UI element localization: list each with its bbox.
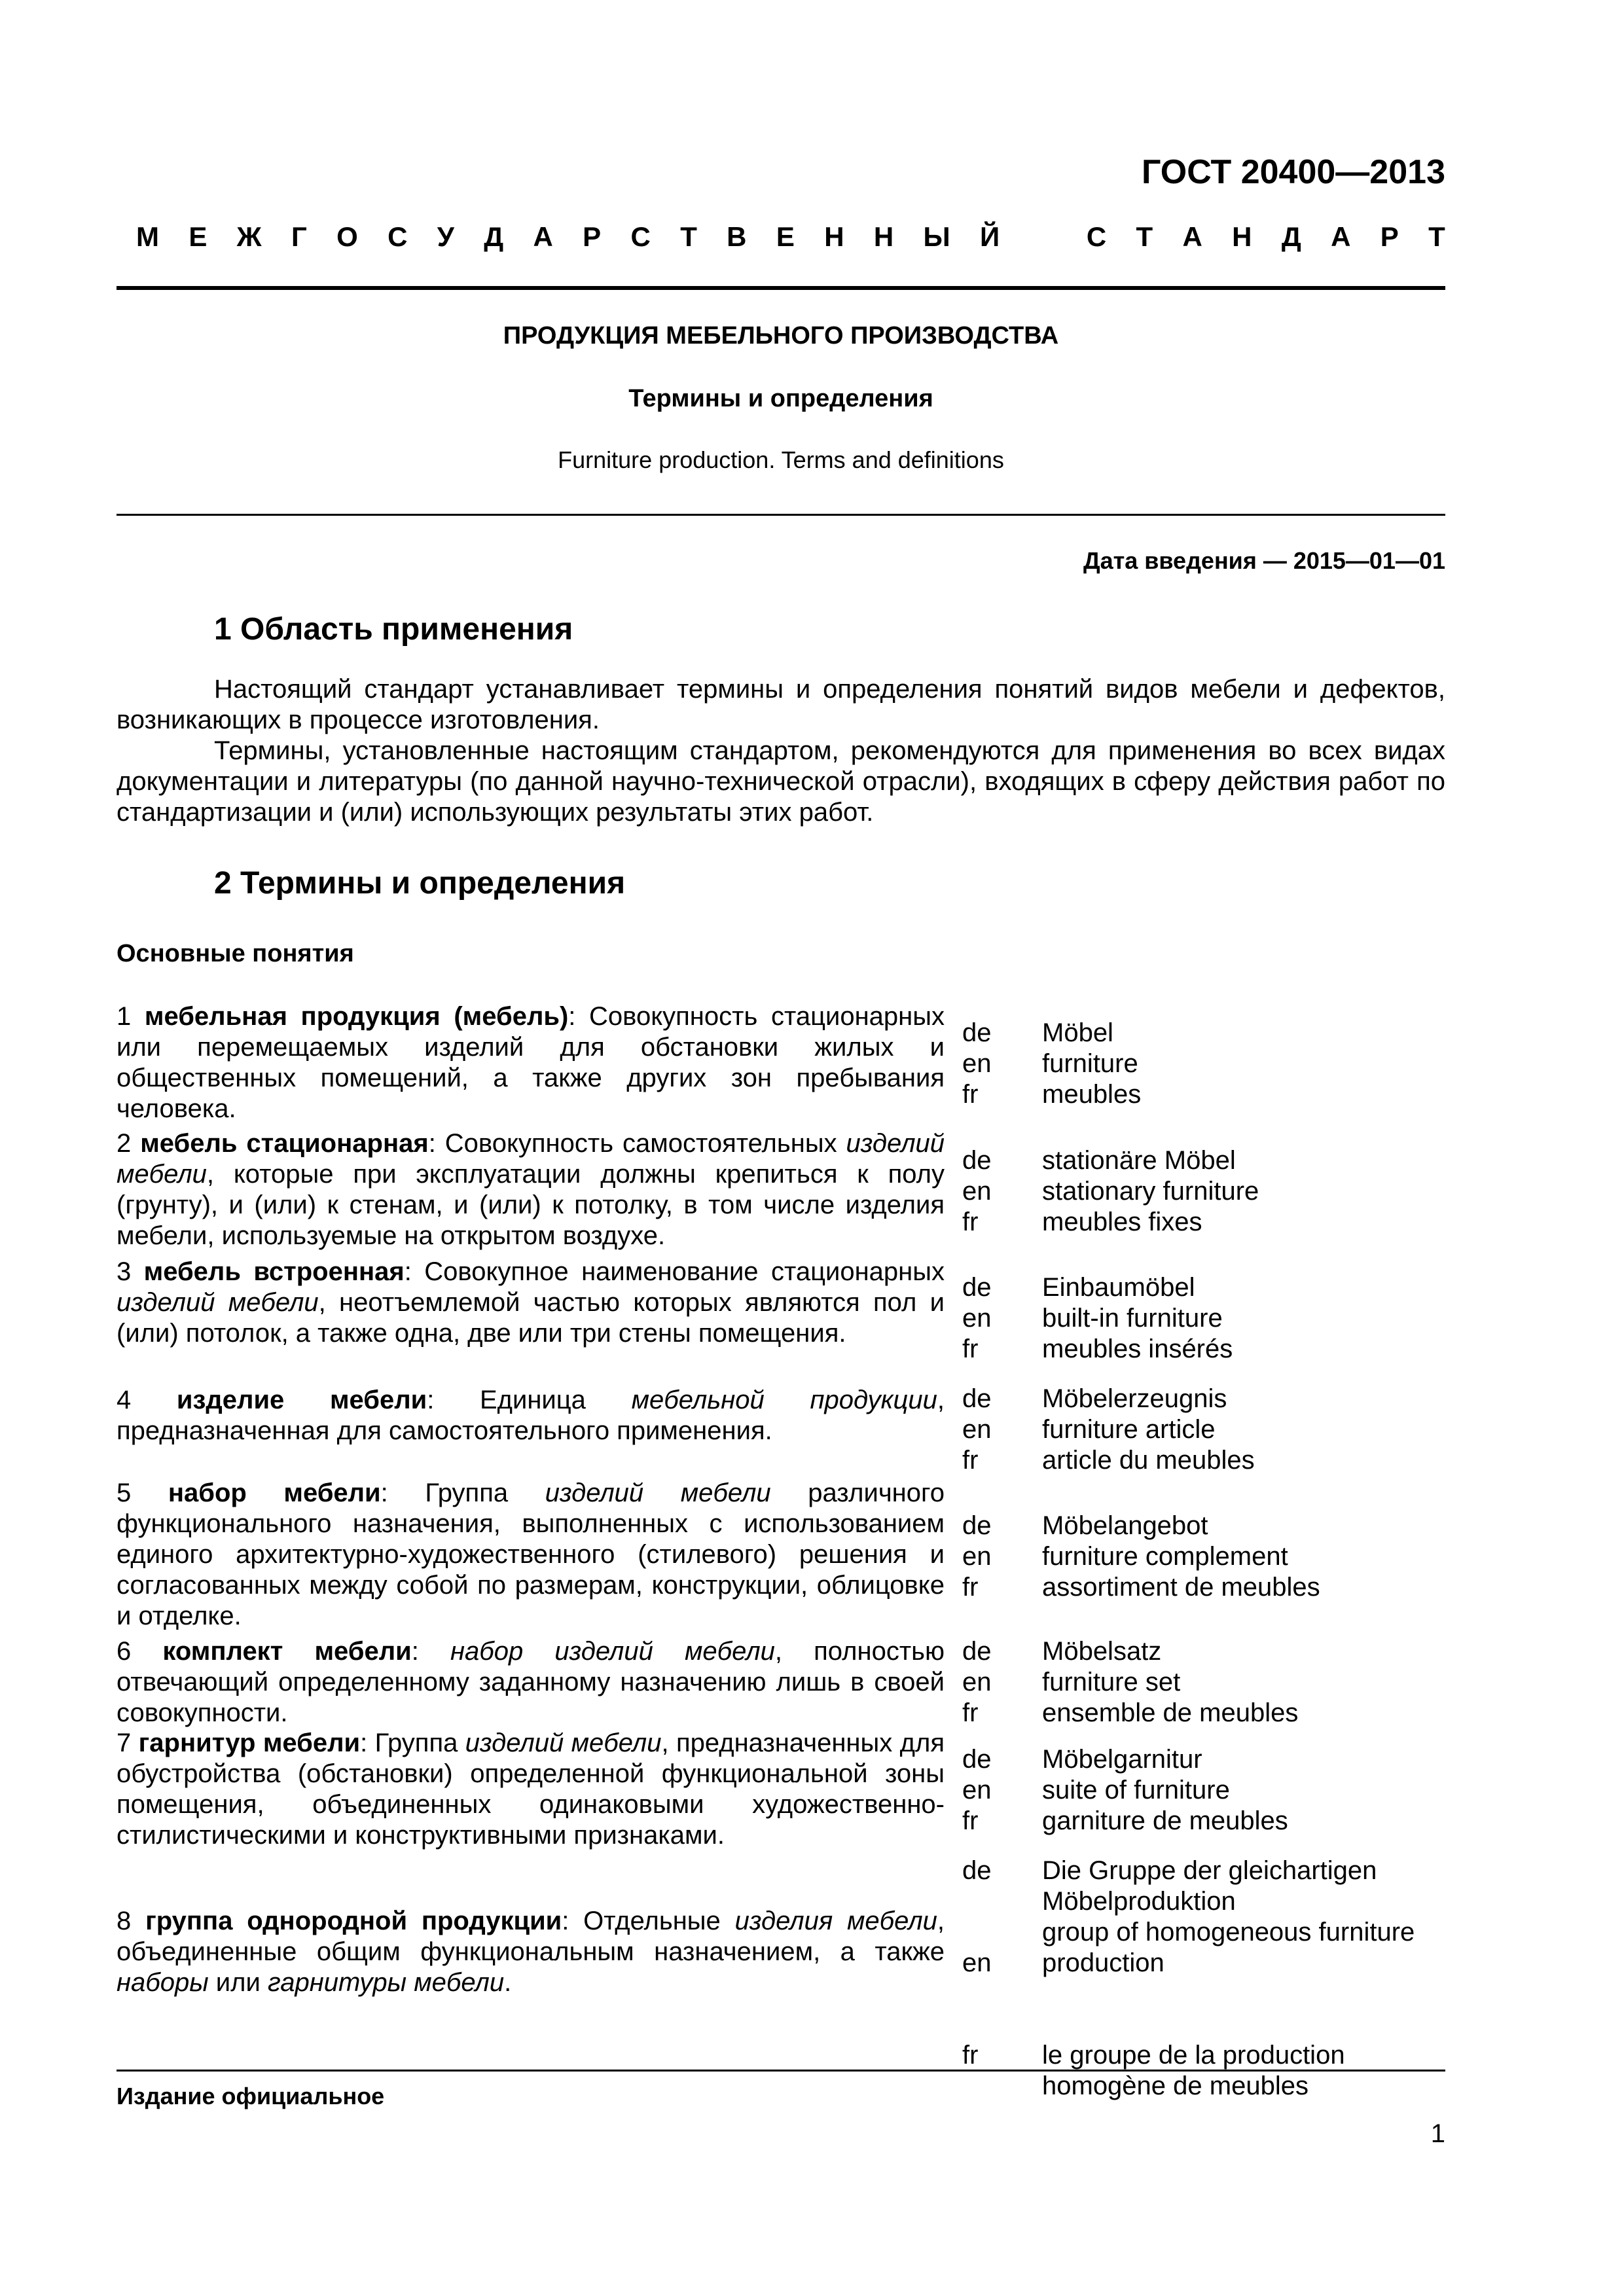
term-number: 4 [117,1386,132,1414]
translation-fr: assortiment de meubles [1042,1573,1320,1602]
language-code: de [962,1856,992,1885]
term-translations [1042,1018,1448,1110]
translation-de: stationäre Möbel [1042,1146,1236,1175]
language-code: de [962,1273,992,1302]
term-definition [117,1906,945,1998]
term-name: мебель стационарная [140,1129,429,1158]
language-code: fr [962,1698,979,1727]
language-codes [962,1744,992,1837]
banner-letter: Д [484,221,504,252]
definition-text: : Совокупное наименование стационарных [404,1257,945,1286]
definition-text: : Совокупность стационарных или перемещаемых изделий для обстановки жилых и общественных помещений, а также других зон пребывания человека. [117,1002,945,1123]
language-codes [962,1272,992,1365]
translation-fr: meubles fixes [1042,1208,1202,1236]
banner-letter: Ж [236,221,262,252]
translation-de: Möbelgarnitur [1042,1745,1202,1774]
section-2-heading: 2 Термины и определения [214,866,626,901]
translation-en: suite of furniture [1042,1776,1230,1804]
banner-letter: Д [1281,221,1301,252]
definition-text: , которые при эксплуатации должны крепиться к полу (грунту), и (или) к стенам, и (или) к потолку, в том числе изделия мебели, используемые на открытом воздухе. [117,1160,945,1250]
banner-letter: Н [873,221,894,252]
translation-en: furniture set [1042,1668,1181,1696]
term-translations [1042,1511,1448,1603]
language-codes [962,1636,992,1729]
language-code: fr [962,2041,979,2070]
translation-en: furniture [1042,1049,1138,1078]
translation-de: Möbelerzeugnis [1042,1384,1227,1413]
language-codes [962,1856,992,2071]
term-name: изделие мебели [176,1386,427,1414]
term-reference: гарнитуры мебели [267,1968,505,1997]
term-reference: набор изделий мебели [450,1637,775,1666]
term-number: 3 [117,1257,132,1286]
definition-text: . [504,1968,512,1997]
scope-paragraph: Настоящий стандарт устанавливает термины и определения понятий видов мебели и дефектов, возникающих в процессе изготовления. [117,675,1445,734]
title-rule [117,514,1445,516]
footer-rule [117,2070,1445,2072]
language-codes [962,1384,992,1476]
banner-letter: Н [1232,221,1252,252]
english-title: Furniture production. Terms and definitions [558,446,1004,473]
banner-letter: А [1182,221,1202,252]
banner-letter: В [727,221,747,252]
banner-letter: Е [189,221,208,252]
translation-de: Möbel [1042,1018,1113,1047]
translation-fr: meubles [1042,1080,1142,1109]
term-number: 6 [117,1637,132,1666]
introduction-date: Дата введения — 2015—01—01 [1083,547,1445,574]
term-translations [1042,1145,1448,1238]
language-code: de [962,1511,992,1540]
banner-letter: Н [824,221,844,252]
banner-gap [1030,221,1057,253]
language-code: en [962,1668,992,1696]
definition-text: , предназначенных для обустройства (обстановки) определенной функциональной зоны помещения, объединенных одинаковыми художественно-стилистическими и конструктивными признаками. [117,1729,945,1850]
basic-concepts-subheading: Основные понятия [117,940,354,967]
definition-text: : Отдельные [562,1907,735,1935]
language-code: de [962,1637,992,1666]
term-number: 7 [117,1729,132,1757]
banner-letter: Й [979,221,1000,252]
banner-letter: А [1331,221,1351,252]
definition-text: , объединенные общим функциональным назначением, а также [117,1907,945,1966]
term-definition [117,1728,945,1851]
translation-de: Einbaumöbel [1042,1273,1195,1302]
definition-text: , предназначенная для самостоятельного применения. [117,1386,945,1445]
language-code: fr [962,1335,979,1363]
translation-de: Die Gruppe der gleichartigen Möbelproduktion [1042,1856,1377,1916]
term-definition [117,1001,945,1124]
term-name: мебель встроенная [143,1257,405,1286]
translation-de: Möbelsatz [1042,1637,1162,1666]
banner-letter: У [437,221,454,252]
banner-letter: Р [583,221,602,252]
scope-paragraph: Термины, установленные настоящим стандартом, рекомендуются для применения во всех видах документации и литературы (по данной научно-технической отрасли), входящих в сферу действия работ по стандартизации и (или) использующих результаты этих работ. [117,736,1445,827]
term-number: 8 [117,1907,132,1935]
language-code: de [962,1146,992,1175]
banner-letter: С [1086,221,1107,252]
banner-letter: Т [1428,221,1445,252]
translation-fr: garniture de meubles [1042,1806,1288,1835]
definition-text: , неотъемлемой частью которых являются пол и (или) потолок, а также одна, две или три стены помещения. [117,1288,945,1348]
translation-de: Möbelangebot [1042,1511,1208,1540]
term-reference: мебельной продукции [631,1386,937,1414]
interstate-standard-banner [136,221,1445,253]
document-number: ГОСТ 20400—2013 [1142,153,1445,191]
definition-text: или [208,1968,268,1997]
translation-fr: le groupe de la production homogène de meubles [1042,2041,1345,2100]
term-translations [1042,1636,1448,1729]
definition-text: различного функционального назначения, выполненных с использованием единого архитектурно-художественного (стилевого) решения и согласованных между собой по размерам, конструкции, облицовке и отделке. [117,1479,945,1630]
language-code: de [962,1745,992,1774]
term-translations [1042,1856,1448,2102]
term-reference: наборы [117,1968,209,1997]
term-number: 1 [117,1002,132,1031]
term-number: 5 [117,1479,132,1507]
language-code: fr [962,1573,979,1602]
language-code: en [962,1177,992,1206]
term-name: гарнитур мебели [138,1729,361,1757]
header-rule [117,286,1445,290]
definition-text: : Группа [360,1729,465,1757]
term-reference: изделий мебели [117,1129,945,1189]
language-code: de [962,1018,992,1047]
term-reference: изделий мебели [545,1479,771,1507]
term-number: 2 [117,1129,132,1158]
language-code: fr [962,1446,979,1475]
term-reference: изделий мебели [117,1288,319,1317]
language-codes [962,1511,992,1603]
translation-fr: article du meubles [1042,1446,1255,1475]
section-1-heading: 1 Область применения [214,612,573,647]
definition-text: : [411,1637,450,1666]
translation-fr: ensemble de meubles [1042,1698,1299,1727]
term-reference: изделий мебели [465,1729,662,1757]
definition-text: : Группа [380,1479,545,1507]
term-name: комплект мебели [162,1637,412,1666]
term-translations [1042,1744,1448,1837]
scope-text [117,674,1445,828]
banner-letter: Т [1136,221,1153,252]
language-codes [962,1145,992,1238]
language-code: en [962,1415,992,1444]
banner-letter: Р [1380,221,1399,252]
term-definition [117,1385,945,1446]
language-code: en [962,1542,992,1571]
language-code: fr [962,1806,979,1835]
banner-letter: Е [776,221,795,252]
language-code: en [962,1948,992,1977]
banner-letter: Г [291,221,307,252]
banner-letter: М [136,221,159,252]
translation-en: stationary furniture [1042,1177,1259,1206]
translation-en: group of homogeneous furniture production [1042,1918,1415,1977]
term-definition [117,1257,945,1349]
translation-en: built-in furniture [1042,1304,1223,1333]
term-definition [117,1478,945,1632]
banner-letter: О [336,221,358,252]
language-codes [962,1018,992,1110]
official-edition-label: Издание официальное [117,2083,385,2109]
banner-letter: Т [680,221,697,252]
language-code: en [962,1304,992,1333]
banner-letter: С [630,221,651,252]
language-code: fr [962,1080,979,1109]
document-title: ПРОДУКЦИЯ МЕБЕЛЬНОГО ПРОИЗВОДСТВА [503,322,1059,350]
definition-text: : Единица [427,1386,632,1414]
term-translations [1042,1384,1448,1476]
banner-letter: С [388,221,408,252]
language-code: fr [962,1208,979,1236]
term-name: набор мебели [168,1479,381,1507]
language-code: de [962,1384,992,1413]
language-code: en [962,1049,992,1078]
definition-text: : Совокупность самостоятельных [428,1129,846,1158]
term-name: группа однородной продукции [145,1907,562,1935]
language-code: en [962,1776,992,1804]
term-reference: изделия мебели [734,1907,937,1935]
banner-letter: А [533,221,553,252]
page-number: 1 [1430,2119,1445,2148]
banner-letter: Ы [923,221,950,252]
definition-text: , полностью отвечающий определенному заданному назначению лишь в своей совокупности. [117,1637,945,1727]
term-definition [117,1636,945,1729]
translation-en: furniture complement [1042,1542,1288,1571]
translation-fr: meubles insérés [1042,1335,1233,1363]
term-translations [1042,1272,1448,1365]
translation-en: furniture article [1042,1415,1216,1444]
term-definition [117,1128,945,1251]
document-subtitle: Термины и определения [628,385,933,412]
term-name: мебельная продукция (мебель) [144,1002,569,1031]
